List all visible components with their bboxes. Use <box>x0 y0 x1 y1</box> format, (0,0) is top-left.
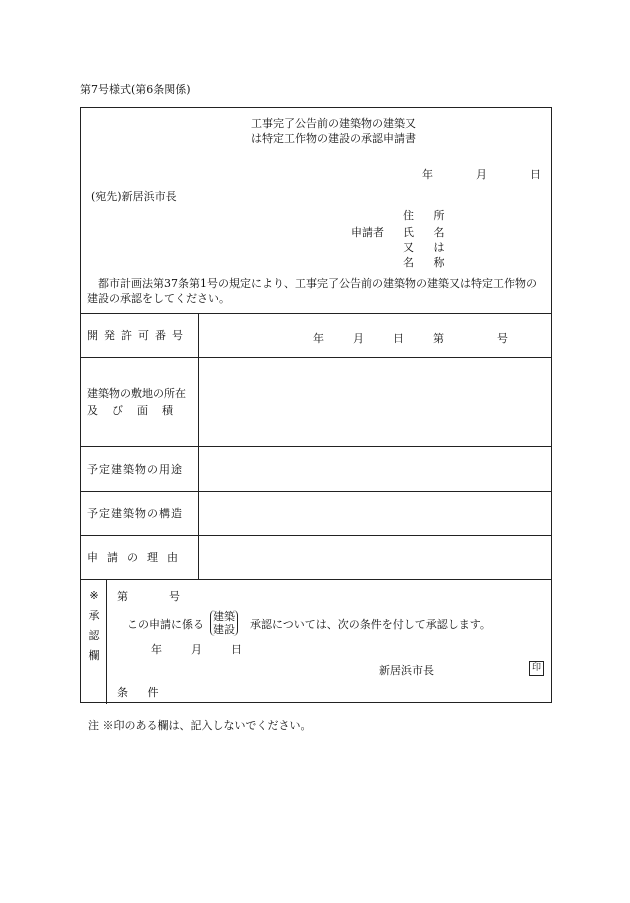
approval-column-label <box>87 586 101 666</box>
permit-number-label: 開発許可番号 <box>87 329 189 342</box>
site-label-line1: 建築物の敷地の所在 <box>87 387 186 400</box>
conditions-label: 条 件 <box>117 686 167 699</box>
applicant-or-label: 又 は <box>403 241 453 254</box>
approval-month: 月 <box>191 643 202 656</box>
permit-month: 月 <box>353 332 364 345</box>
permit-year: 年 <box>313 332 324 345</box>
request-statement: 都市計画法第37条第1号の規定により、工事完了公告前の建築物の建築又は特定工作物の建設の承認をしてください。 <box>87 277 537 305</box>
approval-char: 認 <box>88 629 100 642</box>
site-label-line2: 及び面積 <box>87 404 187 417</box>
approval-authority: 新居浜市長 <box>379 664 434 677</box>
approval-sentence-start: この申請に係る <box>127 618 204 631</box>
approval-date <box>151 641 242 657</box>
site-label <box>87 385 193 419</box>
day-label: 日 <box>530 168 541 181</box>
approval-sentence <box>127 610 491 638</box>
permit-day: 日 <box>393 332 404 345</box>
year-label: 年 <box>422 168 433 181</box>
approval-char: 欄 <box>88 649 100 662</box>
column-divider <box>198 313 199 579</box>
applicant-label: 申請者 <box>351 226 384 239</box>
approval-no-prefix: 第 <box>117 590 128 603</box>
use-label: 予定建築物の用途 <box>87 462 183 476</box>
permit-no-suffix: 号 <box>497 332 508 345</box>
approval-no-suffix: 号 <box>169 590 180 603</box>
option-construct: 建設 <box>213 623 235 636</box>
month-label: 月 <box>476 168 487 181</box>
approval-char: 承 <box>88 609 100 622</box>
approval-sentence-end: 承認については、次の条件を付して承認します。 <box>250 618 491 631</box>
footnote: 注 ※印のある欄は、記入しないでください。 <box>88 719 312 732</box>
approval-day: 日 <box>231 643 242 656</box>
header-date <box>422 166 541 182</box>
approval-number <box>117 588 180 604</box>
permit-no-prefix: 第 <box>433 332 444 345</box>
reason-label: 申請の理由 <box>87 551 187 564</box>
approval-divider <box>106 579 107 704</box>
approval-year: 年 <box>151 643 162 656</box>
applicant-title-label: 名 称 <box>403 256 453 269</box>
applicant-block <box>351 208 453 270</box>
addressee: (宛先)新居浜市長 <box>91 190 177 203</box>
option-build: 建築 <box>213 610 235 623</box>
permit-date-number <box>313 330 508 346</box>
bracket-choice <box>210 610 238 636</box>
application-form <box>80 107 552 703</box>
form-title: 工事完了公告前の建築物の建築又は特定工作物の建設の承認申請書 <box>251 117 416 145</box>
applicant-name-label: 氏 名 <box>403 226 453 239</box>
divider <box>81 357 551 358</box>
asterisk-mark: ※ <box>89 589 99 602</box>
form-number-label: 第7号様式(第6条関係) <box>80 83 191 96</box>
applicant-address-label: 住 所 <box>403 209 453 222</box>
seal-mark: 印 <box>529 661 544 676</box>
structure-label: 予定建築物の構造 <box>87 507 183 520</box>
divider <box>81 579 551 580</box>
